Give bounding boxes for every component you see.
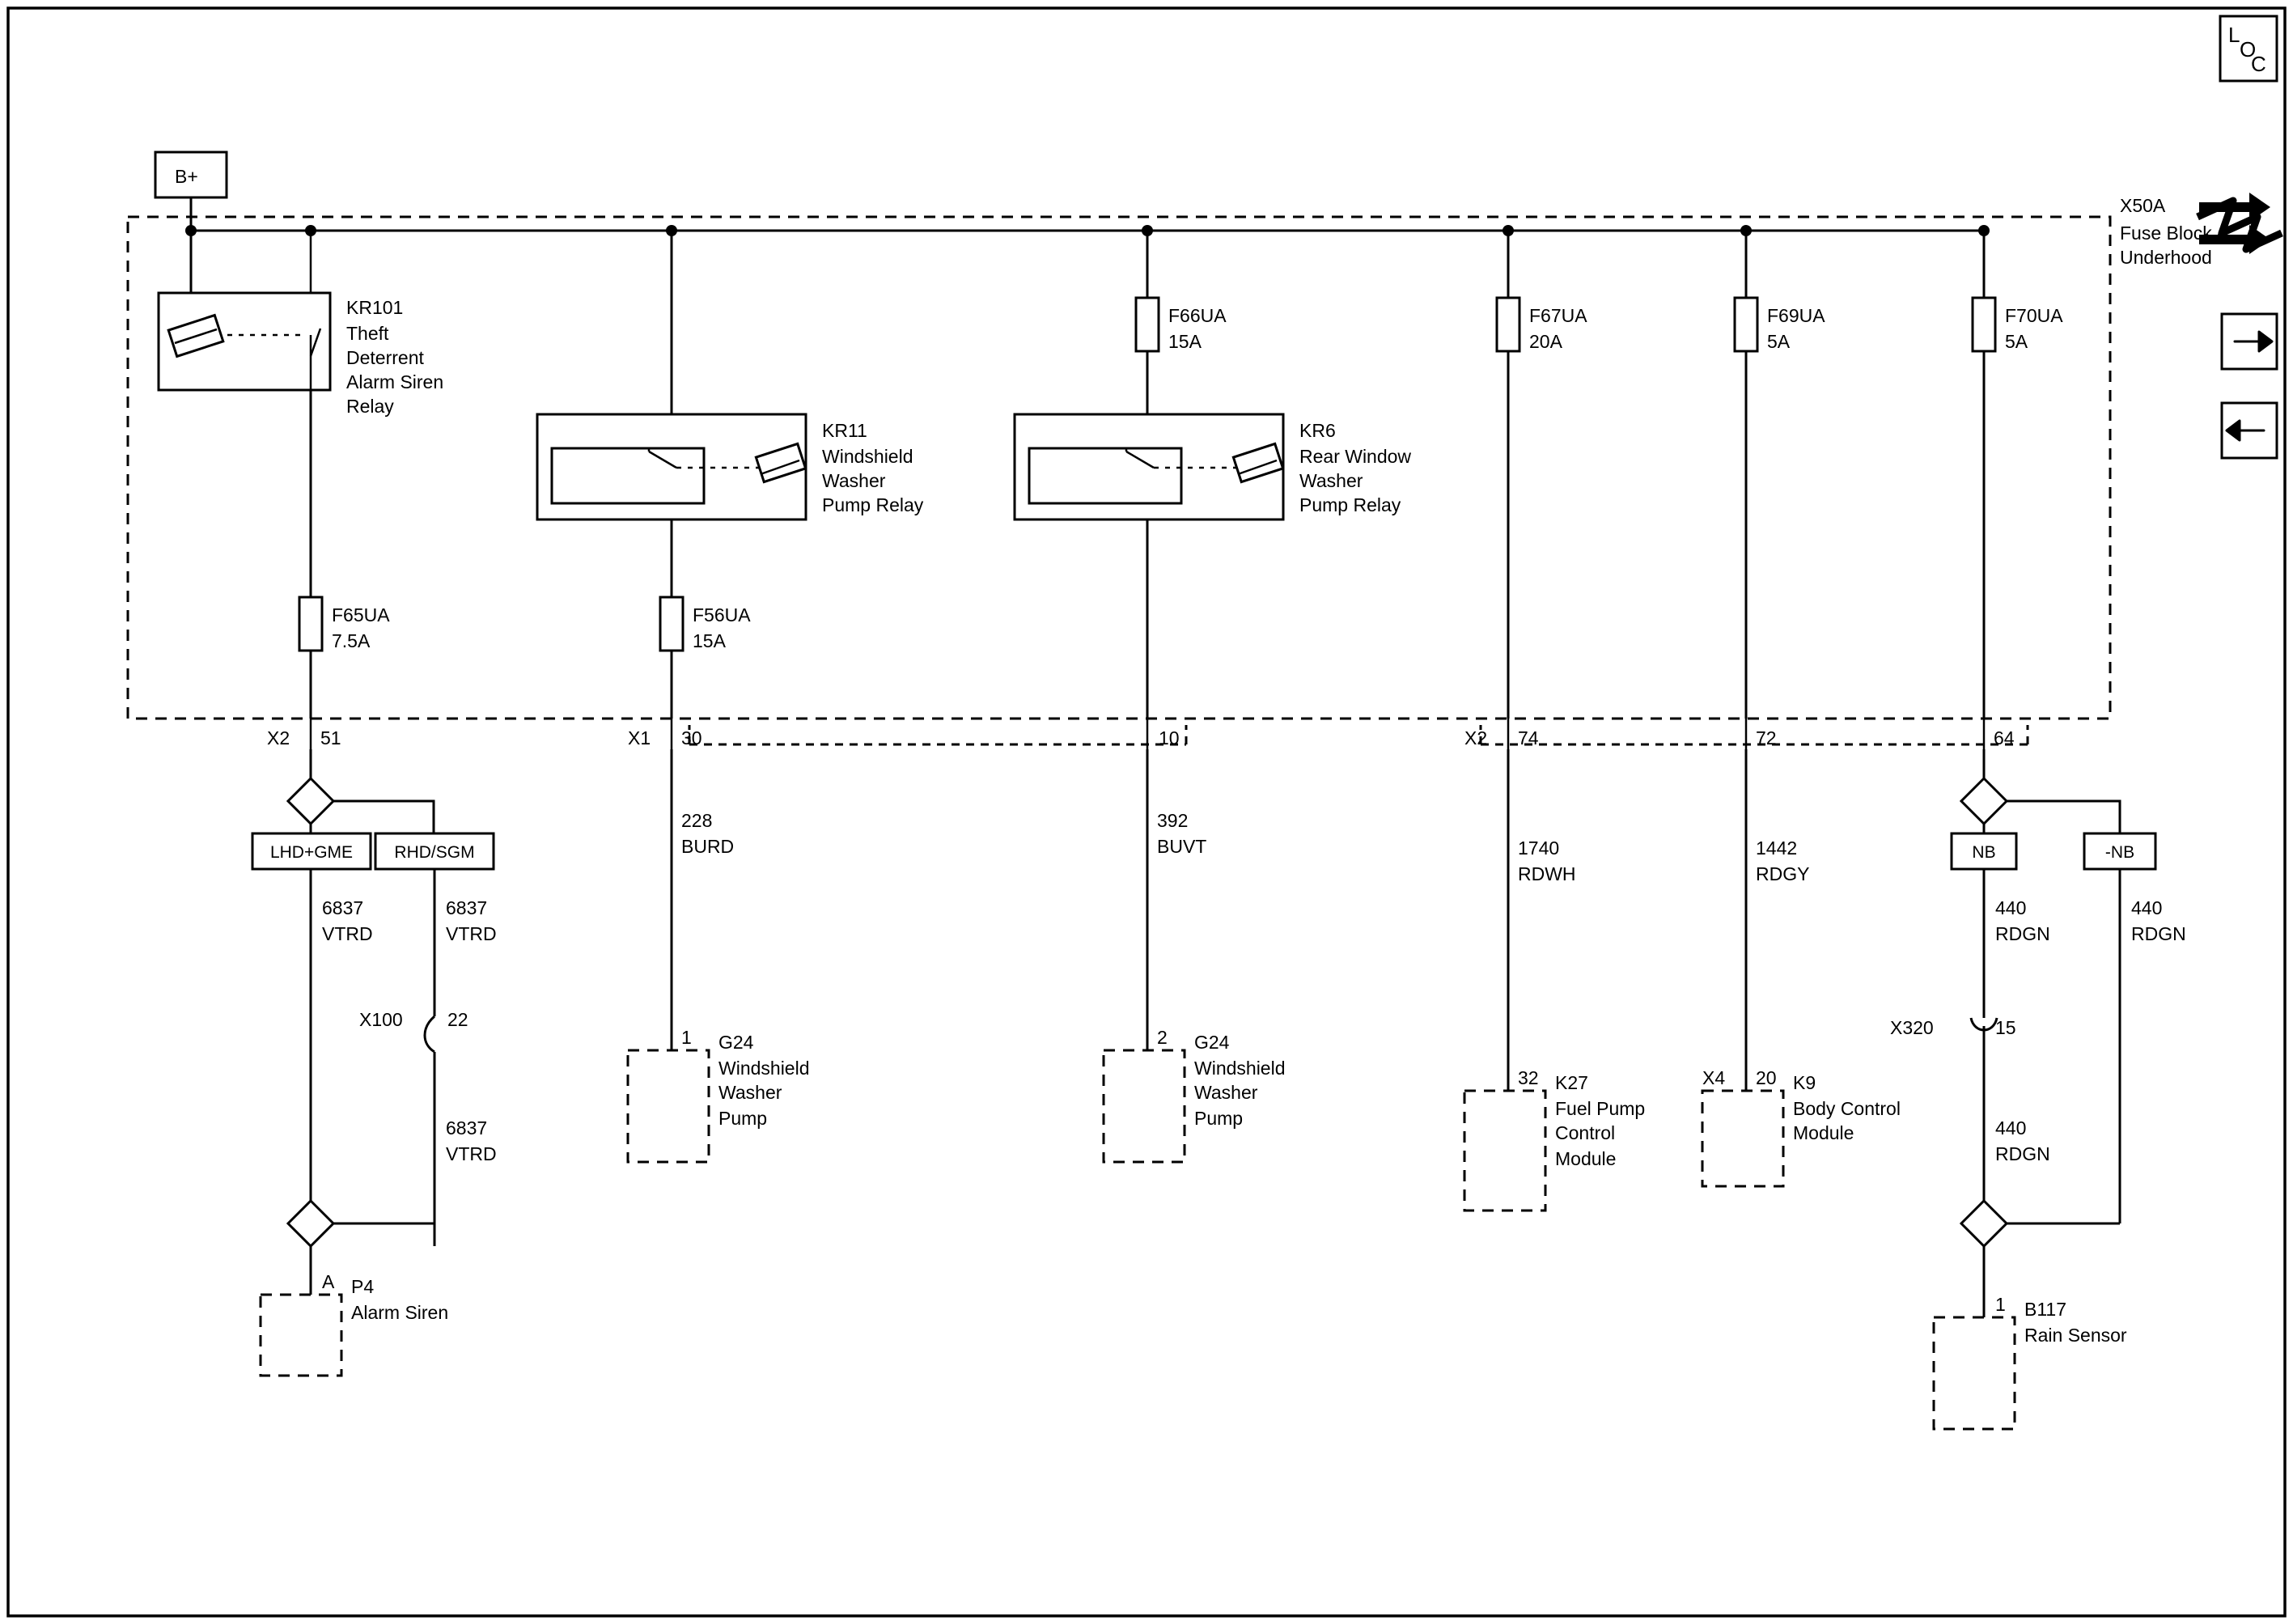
fuse-f65ua	[299, 597, 390, 651]
pin-74-label: 74	[1518, 727, 1539, 748]
fuse-f56ua-id: F56UA	[693, 604, 751, 625]
option-box-not-nb	[2084, 833, 2155, 869]
option-box-rhd	[375, 833, 494, 869]
fuse-f67ua	[1497, 298, 1587, 352]
fuse-f66ua-id: F66UA	[1168, 305, 1227, 326]
relay-kr6-name-3: Pump Relay	[1299, 494, 1401, 515]
pin-64-label: 64	[1994, 727, 2015, 748]
wire-6837-a-color: VTRD	[322, 923, 373, 944]
component-g24-washer-pump-2	[1104, 1027, 1286, 1162]
pin-10-label: 10	[1159, 727, 1180, 748]
fuse-block-id: X50A	[2120, 195, 2166, 216]
fuse-f65ua-rating: 7.5A	[332, 630, 371, 651]
fuse-block-name-line1: Fuse Block -	[2120, 223, 2223, 244]
option-box-rhd-label: RHD/SGM	[394, 843, 475, 862]
nav-right-arrow-button[interactable]	[2222, 314, 2277, 369]
fuse-f69ua	[1735, 298, 1825, 352]
fuse-f65ua-id: F65UA	[332, 604, 390, 625]
component-k27-name-2: Control	[1555, 1122, 1616, 1143]
inline-connector-x100	[359, 1009, 468, 1052]
inline-connector-x320-id: X320	[1890, 1017, 1934, 1038]
wire-440-c-color: RDGN	[1995, 1143, 2050, 1164]
wire-440-b-color: RDGN	[2131, 923, 2186, 944]
inline-connector-x320	[1890, 1017, 2016, 1038]
relay-kr11-name-1: Windshield	[822, 446, 913, 467]
loc-badge-c: C	[2251, 52, 2266, 76]
fuse-f70ua	[1973, 298, 2063, 352]
relay-kr101-name-2: Deterrent	[346, 347, 424, 368]
fuse-f67ua-id: F67UA	[1529, 305, 1587, 326]
inline-connector-x100-pin: 22	[447, 1009, 468, 1030]
component-k27-id: K27	[1555, 1072, 1588, 1093]
fuse-f56ua-rating: 15A	[693, 630, 726, 651]
wire-440-c-number: 440	[1995, 1117, 2027, 1138]
connector-x1-label: X1	[628, 727, 651, 748]
fuse-f70ua-rating: 5A	[2005, 331, 2028, 352]
battery-label: B+	[175, 166, 198, 187]
component-g24-1-id: G24	[718, 1032, 754, 1053]
component-b117-pin: 1	[1995, 1294, 2006, 1315]
option-box-nb-label: NB	[1972, 843, 1996, 862]
component-k9-id: K9	[1793, 1072, 1816, 1093]
wire-6837-a-number: 6837	[322, 897, 364, 918]
fuse-block-name-line2: Underhood	[2120, 247, 2212, 268]
fuse-f56ua	[660, 597, 751, 651]
component-p4-alarm-siren	[261, 1271, 448, 1376]
component-k27-fuel-pump-control-module	[1464, 1067, 1645, 1211]
component-p4-id: P4	[351, 1276, 375, 1297]
option-box-not-nb-label: -NB	[2104, 843, 2135, 862]
component-g24-2-pin: 2	[1157, 1027, 1168, 1048]
component-g24-2-name-3: Pump	[1194, 1108, 1244, 1129]
pin-51-label: 51	[320, 727, 341, 748]
wire-440-b-number: 440	[2131, 897, 2163, 918]
connector-x2-label: X2	[267, 727, 290, 748]
wire-6837-c-color: VTRD	[446, 1143, 497, 1164]
relay-kr6-name-2: Washer	[1299, 470, 1363, 491]
wire-228-number: 228	[681, 810, 713, 831]
wire-440-a-number: 440	[1995, 897, 2027, 918]
component-k9-body-control-module	[1702, 1067, 1901, 1186]
fuse-f67ua-rating: 20A	[1529, 331, 1562, 352]
loc-badge-l: L	[2228, 23, 2240, 47]
relay-kr101-name-4: Relay	[346, 396, 394, 417]
component-g24-2-name-1: Windshield	[1194, 1058, 1286, 1079]
component-g24-1-name-3: Pump	[718, 1108, 768, 1129]
relay-kr11-id: KR11	[822, 420, 867, 441]
fuse-f69ua-id: F69UA	[1767, 305, 1825, 326]
right-option-branch	[2007, 801, 2120, 833]
inline-connector-x100-id: X100	[359, 1009, 403, 1030]
fuse-f70ua-id: F70UA	[2005, 305, 2063, 326]
nav-left-arrow-button[interactable]	[2222, 403, 2277, 458]
option-diamond-top	[288, 778, 333, 824]
relay-kr101-id: KR101	[346, 297, 404, 318]
component-b117-name: Rain Sensor	[2024, 1325, 2127, 1346]
wire-440-a-color: RDGN	[1995, 923, 2050, 944]
wire-6837-b-number: 6837	[446, 897, 488, 918]
component-b117-rain-sensor	[1934, 1294, 2127, 1429]
option-box-lhd-label: LHD+GME	[269, 843, 354, 862]
component-k9-connector: X4	[1702, 1067, 1726, 1088]
wire-228-color: BURD	[681, 836, 735, 857]
wire-392-color: BUVT	[1157, 836, 1207, 857]
pin-30-label: 30	[681, 727, 702, 748]
wire-6837-c-number: 6837	[446, 1117, 488, 1138]
relay-kr101	[159, 231, 443, 417]
wire-1442-color: RDGY	[1756, 863, 1810, 884]
inline-connector-x320-pin: 15	[1995, 1017, 2016, 1038]
component-k9-name-1: Body Control	[1793, 1098, 1901, 1119]
component-k27-name-3: Module	[1555, 1148, 1617, 1169]
component-b117-id: B117	[2024, 1299, 2067, 1320]
wire-1442-number: 1442	[1756, 837, 1798, 859]
pin-72-label: 72	[1756, 727, 1777, 748]
relay-kr6-name-1: Rear Window	[1299, 446, 1412, 467]
option-box-nb	[1952, 833, 2016, 869]
component-k27-name-1: Fuel Pump	[1555, 1098, 1646, 1119]
relay-kr11	[537, 414, 924, 519]
loc-badge	[2220, 16, 2277, 81]
relay-kr11-name-2: Washer	[822, 470, 886, 491]
relay-kr11-name-3: Pump Relay	[822, 494, 924, 515]
fuse-f66ua-rating: 15A	[1168, 331, 1202, 352]
relay-kr101-name-1: Theft	[346, 323, 389, 344]
wire-1740-color: RDWH	[1518, 863, 1576, 884]
loc-badge-o: O	[2240, 37, 2257, 61]
option-diamond-bottom-right	[1961, 1201, 2007, 1246]
option-box-lhd	[252, 833, 371, 869]
component-p4-pin: A	[322, 1271, 335, 1292]
connector-x2b-label: X2	[1464, 727, 1488, 748]
component-g24-1-pin: 1	[681, 1027, 692, 1048]
component-g24-2-name-2: Washer	[1194, 1082, 1258, 1103]
battery-supply-box	[155, 152, 227, 197]
relay-kr101-name-3: Alarm Siren	[346, 371, 444, 392]
wire-392-number: 392	[1157, 810, 1189, 831]
component-k9-name-2: Module	[1793, 1122, 1854, 1143]
option-diamond-bottom	[288, 1201, 333, 1246]
component-k9-pin: 20	[1756, 1067, 1777, 1088]
component-k27-pin: 32	[1518, 1067, 1539, 1088]
component-g24-washer-pump-1	[628, 1027, 810, 1162]
component-g24-2-id: G24	[1194, 1032, 1230, 1053]
fuse-f66ua	[1136, 298, 1227, 352]
component-p4-name: Alarm Siren	[351, 1302, 449, 1323]
option-branch-right	[333, 801, 434, 833]
wire-1740-number: 1740	[1518, 837, 1560, 859]
relay-kr6-id: KR6	[1299, 420, 1336, 441]
relay-kr6	[1015, 414, 1411, 519]
option-diamond-top-right	[1961, 778, 2007, 824]
wire-6837-b-color: VTRD	[446, 923, 497, 944]
fuse-f69ua-rating: 5A	[1767, 331, 1791, 352]
component-g24-1-name-2: Washer	[718, 1082, 782, 1103]
component-g24-1-name-1: Windshield	[718, 1058, 810, 1079]
